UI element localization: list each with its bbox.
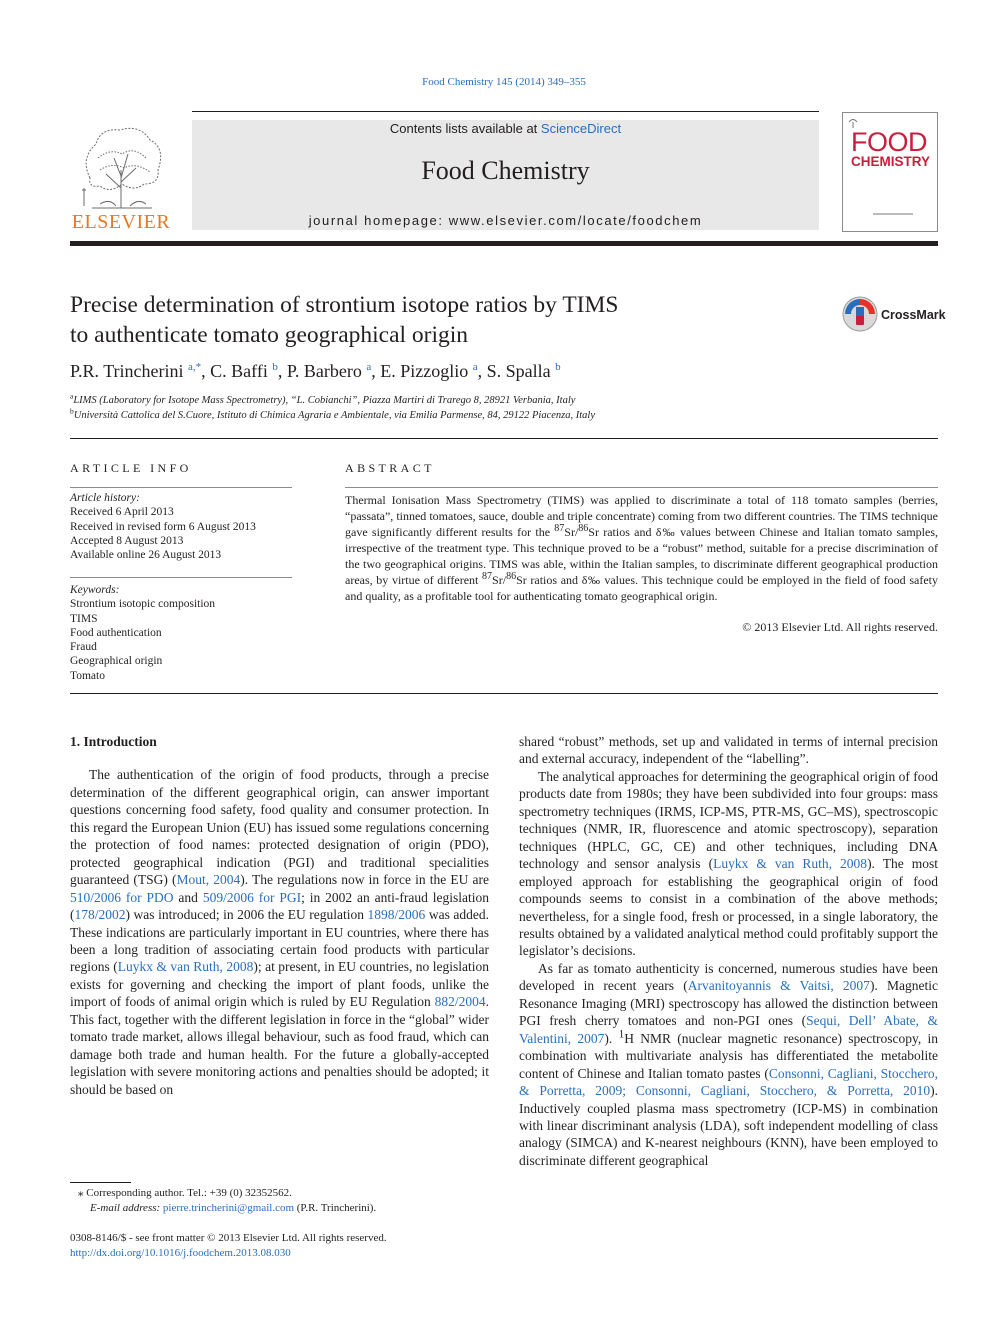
body-column-right <box>519 733 938 1169</box>
author-name: E. Pizzoglio <box>380 361 469 381</box>
footnote-rule <box>70 1182 131 1183</box>
ref-link[interactable]: 178/2002 <box>74 907 126 923</box>
nmr-sup: 1 <box>618 1028 625 1041</box>
contents-prefix: Contents lists available at <box>389 121 541 136</box>
ref-link[interactable]: 882/2004 <box>434 994 486 1010</box>
abstract-heading: ABSTRACT <box>345 461 435 475</box>
keyword: Food authentication <box>70 626 162 639</box>
text: As far as tomato authenticity is concerned, numerous studies have been developed in recent years ( <box>519 960 938 994</box>
affiliation-marker: a <box>70 391 74 401</box>
history-item: Received 6 April 2013 <box>70 506 174 519</box>
header-rule <box>192 111 819 112</box>
title-line-2: to authenticate tomato geographical origin <box>70 322 469 348</box>
email-label: E-mail address: <box>90 1201 163 1214</box>
affiliation-text: LIMS (Laboratory for Isotope Mass Spectrometry), “L. Cobianchi”, Piazza Martiri di Trarego 8, 28921 Verbania, Italy <box>73 395 576 406</box>
homepage-url[interactable]: www.elsevier.com/locate/foodchem <box>448 213 703 228</box>
crossmark-icon[interactable] <box>842 296 878 332</box>
keyword: Geographical origin <box>70 655 163 668</box>
abstract-part: Sr/ <box>564 525 579 539</box>
ref-link[interactable]: Mout, 2004 <box>176 872 241 888</box>
isotope-sup: 86 <box>578 523 589 534</box>
corresponding-author-footnote <box>70 1186 376 1215</box>
abstract-copyright: © 2013 Elsevier Ltd. All rights reserved. <box>742 620 938 634</box>
author-name: C. Baffi <box>210 361 268 381</box>
text: was added. These indications are particularly important in EU countries, where there has been a long tradition of associating certain food products with particular regions ( <box>70 907 489 975</box>
author-affiliation-link[interactable]: a,* <box>188 361 202 373</box>
author-name: S. Spalla <box>486 361 551 381</box>
article-title <box>70 290 790 350</box>
text: ) was introduced; in 2006 the EU regulation <box>125 907 368 923</box>
issn-line: 0308-8146/$ - see front matter © 2013 Elsevier Ltd. All rights reserved. <box>70 1232 387 1244</box>
ref-link[interactable]: 1898/2006 <box>367 907 426 923</box>
affiliation-rule <box>70 438 938 439</box>
text: ). The most employed approach for establishing the geographical origin of food compounds seems to consist in a combination of the above methods; nevertheless, for a single food, fresh or processed, in a single laboratory, the results obtained by a validated analytical method could profitably support the legislator’s decisions. <box>519 856 938 959</box>
footnote-star: ⁎ <box>78 1187 84 1199</box>
ref-link[interactable]: Consonni, Cagliani, Stocchero, & Porretta, 2009; Consonni, Cagliani, Stocchero, & Porretta, 2010 <box>519 1065 938 1099</box>
abstract-part: Sr ratios and δ‰ values between Chinese and Italian tomato samples, irrespective of the treatment type. This technique proved to be a “robust” method, suitable for a precise discrimination of the two geographical origins. TIMS was able, within the Italian samples, to discriminate different geographical production areas, by virtue of different <box>345 525 938 587</box>
text: ). Inductively coupled plasma mass spectrometry (ICP-MS) in combination with linear discriminant analysis (LDA), soft independent modelling of class analogy (SIMCA) and K-nearest neighbours (KNN), have been employed to discriminate different geographical <box>519 1083 938 1168</box>
ref-link[interactable]: Arvanitoyannis & Vaitsi, 2007 <box>687 978 870 994</box>
text: ); at present, in EU countries, no legislation exists for governing and checking the import of plant foods, unlike the import of foods of animal origin which is ruled by EU Regulation <box>70 959 489 1010</box>
ref-link[interactable]: Luykx & van Ruth, 2008 <box>713 856 868 872</box>
text: ; in 2002 an anti-fraud legislation ( <box>70 889 489 923</box>
history-label: Article history: <box>70 492 140 504</box>
isotope-sup: 87 <box>554 523 565 534</box>
cover-title-chemistry: CHEMISTRY <box>851 154 931 169</box>
cover-footer-line <box>873 213 913 215</box>
history-item: Received in revised form 6 August 2013 <box>70 520 256 533</box>
abstract-part: Sr ratios and δ‰ values. This technique could be employed in the field of food safety and quality, as a profitable tool for authenticating tomato geographical origin. <box>345 573 938 603</box>
body-paragraph: shared “robust” methods, set up and validated in terms of internal precision and external accuracy, independent of the “labelling”. <box>519 734 938 767</box>
author-affiliation-link[interactable]: a <box>472 361 478 373</box>
sciencedirect-link[interactable]: ScienceDirect <box>540 121 622 136</box>
affiliation-b <box>70 406 595 421</box>
crossmark-label[interactable]: CrossMark <box>881 308 946 322</box>
isotope-sup: 87 <box>482 571 493 582</box>
author-name: P.R. Trincherini <box>70 361 184 381</box>
issn-block <box>70 1231 387 1260</box>
ref-link[interactable]: 510/2006 for PDO <box>70 889 174 905</box>
history-item: Accepted 8 August 2013 <box>70 534 184 547</box>
affiliation-a <box>70 391 576 406</box>
author-affiliation-link[interactable]: b <box>555 361 561 373</box>
article-info-rule <box>70 487 292 488</box>
elsevier-wordmark: ELSEVIER <box>71 211 171 233</box>
email-link[interactable]: pierre.trincherini@gmail.com <box>162 1201 295 1214</box>
ref-link[interactable]: Luykx & van Ruth, 2008 <box>117 959 254 975</box>
article-history <box>70 491 292 562</box>
article-info-heading: ARTICLE INFO <box>70 461 192 475</box>
journal-homepage <box>192 213 819 228</box>
text: ). The regulations now in force in the EU are <box>240 872 489 888</box>
journal-citation[interactable]: Food Chemistry 145 (2014) 349–355 <box>422 76 586 88</box>
keywords <box>70 583 292 683</box>
author-list: P.R. Trincherini $^{a,*}$, C. Baffi $^b$, P. Barbero $^a$, E. Pizzoglio $^a$, S. Spalla $^b$ <box>70 361 561 381</box>
abstract-bottom-rule <box>70 693 938 694</box>
body-column-left <box>70 733 489 1098</box>
abstract-rule <box>345 487 938 488</box>
ref-link[interactable]: Sequi, Dell’ Abate, & Valentini, 2007 <box>519 1013 938 1046</box>
author-affiliation-link[interactable]: a <box>366 361 372 373</box>
text: ). <box>604 1030 619 1046</box>
email-suffix: (P.R. Trincherini). <box>294 1201 377 1214</box>
author-affiliation-link[interactable]: b <box>272 361 278 373</box>
text: and <box>173 889 203 905</box>
footnote-text: Corresponding author. Tel.: +39 (0) 32352562. <box>83 1187 292 1199</box>
body-paragraph <box>519 768 938 960</box>
affiliation-marker: b <box>70 406 74 416</box>
abstract-text <box>345 492 938 604</box>
isotope-sup: 86 <box>506 571 517 582</box>
text: The analytical approaches for determining the geographical origin of food products date from 1980s; they have been subdivided into four groups: mass spectrometry techniques (IRMS, ICP-MS, PTR-MS, GC–MS), spectroscopic techniques (NMR, IR, fluorescence and atomic spectroscopy), separation techniques (HPLC, GC, CE) and other techniques, including DNA technology and sensor analysis ( <box>519 768 938 872</box>
text: H NMR (nuclear magnetic resonance) spectroscopy, in combination with multivariate analysis has differentiated the metabolite content of Chinese and Italian tomato pastes ( <box>519 1030 938 1081</box>
keyword: Strontium isotopic composition <box>70 598 216 611</box>
keyword: TIMS <box>70 612 98 625</box>
section-heading-introduction: 1. Introduction <box>70 734 157 749</box>
body-paragraph <box>70 766 489 1098</box>
header-thick-rule <box>70 241 938 246</box>
homepage-prefix: journal homepage: <box>308 213 449 228</box>
doi-link[interactable]: http://dx.doi.org/10.1016/j.foodchem.2013.08.030 <box>70 1246 291 1259</box>
text: ). Magnetic Resonance Imaging (MRI) spectroscopy has allowed the distinction between PGI fresh cherry tomatoes and non-PGI ones ( <box>519 978 938 1029</box>
abstract-part: Thermal Ionisation Mass Spectrometry (TIMS) was applied to discriminate a total of 118 tomato samples (berries, “passata”, tinned tomatoes, sauce, double and triple concentrate) coming from two different countries. The TIMS technique gave significantly different results for the <box>345 493 938 539</box>
keywords-rule <box>70 577 292 578</box>
cover-title-food: FOOD <box>851 127 927 157</box>
history-item: Available online 26 August 2013 <box>70 549 222 562</box>
keyword: Tomato <box>70 669 105 682</box>
journal-name: Food Chemistry <box>421 156 590 185</box>
title-line-1: Precise determination of strontium isotope ratios by TIMS <box>70 292 619 318</box>
text: The authentication of the origin of food products, through a precise determination of the different geographical origin, can answer important questions concerning food safety, food quality and consumer protection. In this regard the European Union (EU) has issued some regulations concerning the protection of food names: protected designation of origin (PDO), protected geographical indication (PGI) and traditional specialities guaranteed (TSG) ( <box>70 767 489 888</box>
ref-link[interactable]: 509/2006 for PGI <box>202 889 302 905</box>
keyword: Fraud <box>70 641 97 654</box>
affiliation-text: Università Cattolica del S.Cuore, Istituto di Chimica Agraria e Ambientale, via Emilia Parmense, 84, 29122 Piacenza, Italy <box>73 410 595 421</box>
body-paragraph <box>519 960 938 1169</box>
text: . This fact, together with the different legislation in force in the “global” wider tomato trade market, allows illegal behaviour, such as food fraud, which can damage both trade and human health. For the future a globally-accepted legislation with severe monitoring actions and penalties should be adopted; it should be based on <box>70 994 489 1097</box>
author-name: P. Barbero <box>286 361 362 381</box>
keywords-label: Keywords: <box>70 584 120 596</box>
contents-line <box>192 121 819 136</box>
abstract-part: Sr/ <box>492 573 507 587</box>
